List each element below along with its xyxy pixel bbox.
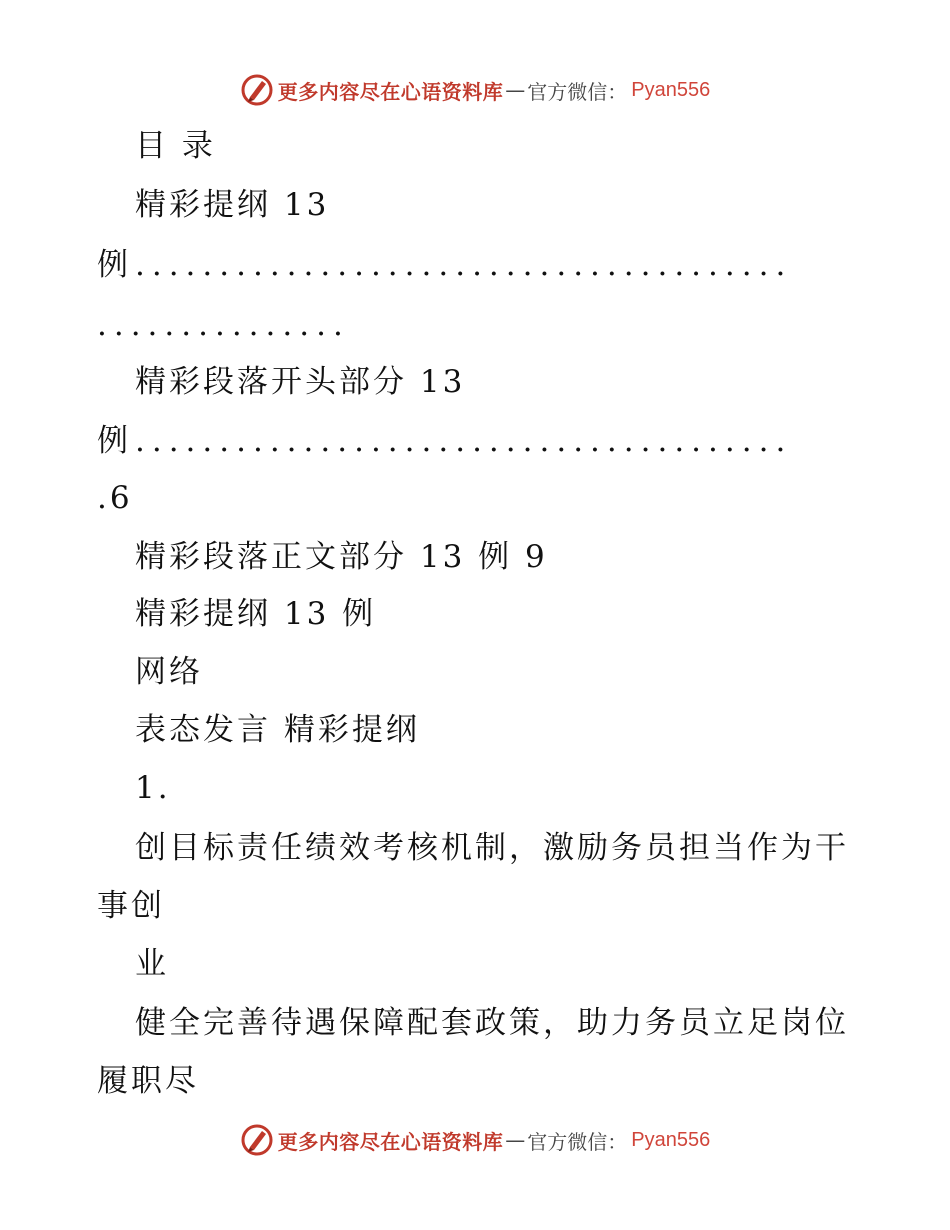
footer-banner	[0, 1120, 950, 1160]
footer-site-text: 更多内容尽在心语资料库	[277, 1129, 504, 1154]
toc-entry: 精彩段落开头部分 13	[135, 364, 466, 400]
body-text-line: 事创	[97, 888, 165, 924]
toc-entry-leader: ...............	[97, 307, 350, 343]
toc-entry-leader: 例.......................................	[97, 423, 793, 459]
header-separator: —	[505, 78, 526, 102]
body-text-line: 网络	[135, 654, 203, 690]
toc-entry: 精彩段落正文部分 13 例 9	[135, 539, 548, 575]
footer-wechat-label: 官方微信：	[527, 1129, 628, 1154]
toc-title: 目 录	[135, 128, 216, 164]
header-wechat-label: 官方微信：	[527, 79, 628, 104]
pen-circle-logo-icon	[240, 73, 274, 107]
toc-entry-leader: 例.......................................	[97, 247, 793, 283]
toc-entry: 精彩提纲 13 例	[135, 596, 377, 632]
section-heading: 表态发言 精彩提纲	[135, 712, 420, 748]
body-text-line: 健全完善待遇保障配套政策，助力务员立足岗位	[135, 1005, 849, 1041]
header-banner	[0, 70, 950, 110]
body-text-line: 业	[135, 946, 169, 982]
footer-wechat-id: Pyan556	[631, 1128, 711, 1151]
body-text-line: 履职尽	[97, 1063, 199, 1099]
header-wechat-id: Pyan556	[631, 78, 711, 101]
list-number: 1.	[135, 770, 171, 806]
pen-circle-logo-icon	[240, 1123, 274, 1157]
toc-entry-page: .6	[97, 480, 133, 516]
toc-entry: 精彩提纲 13	[135, 187, 330, 223]
footer-separator: —	[505, 1128, 526, 1152]
body-text-line: 创目标责任绩效考核机制，激励务员担当作为干	[135, 830, 849, 866]
header-site-text: 更多内容尽在心语资料库	[277, 79, 504, 104]
